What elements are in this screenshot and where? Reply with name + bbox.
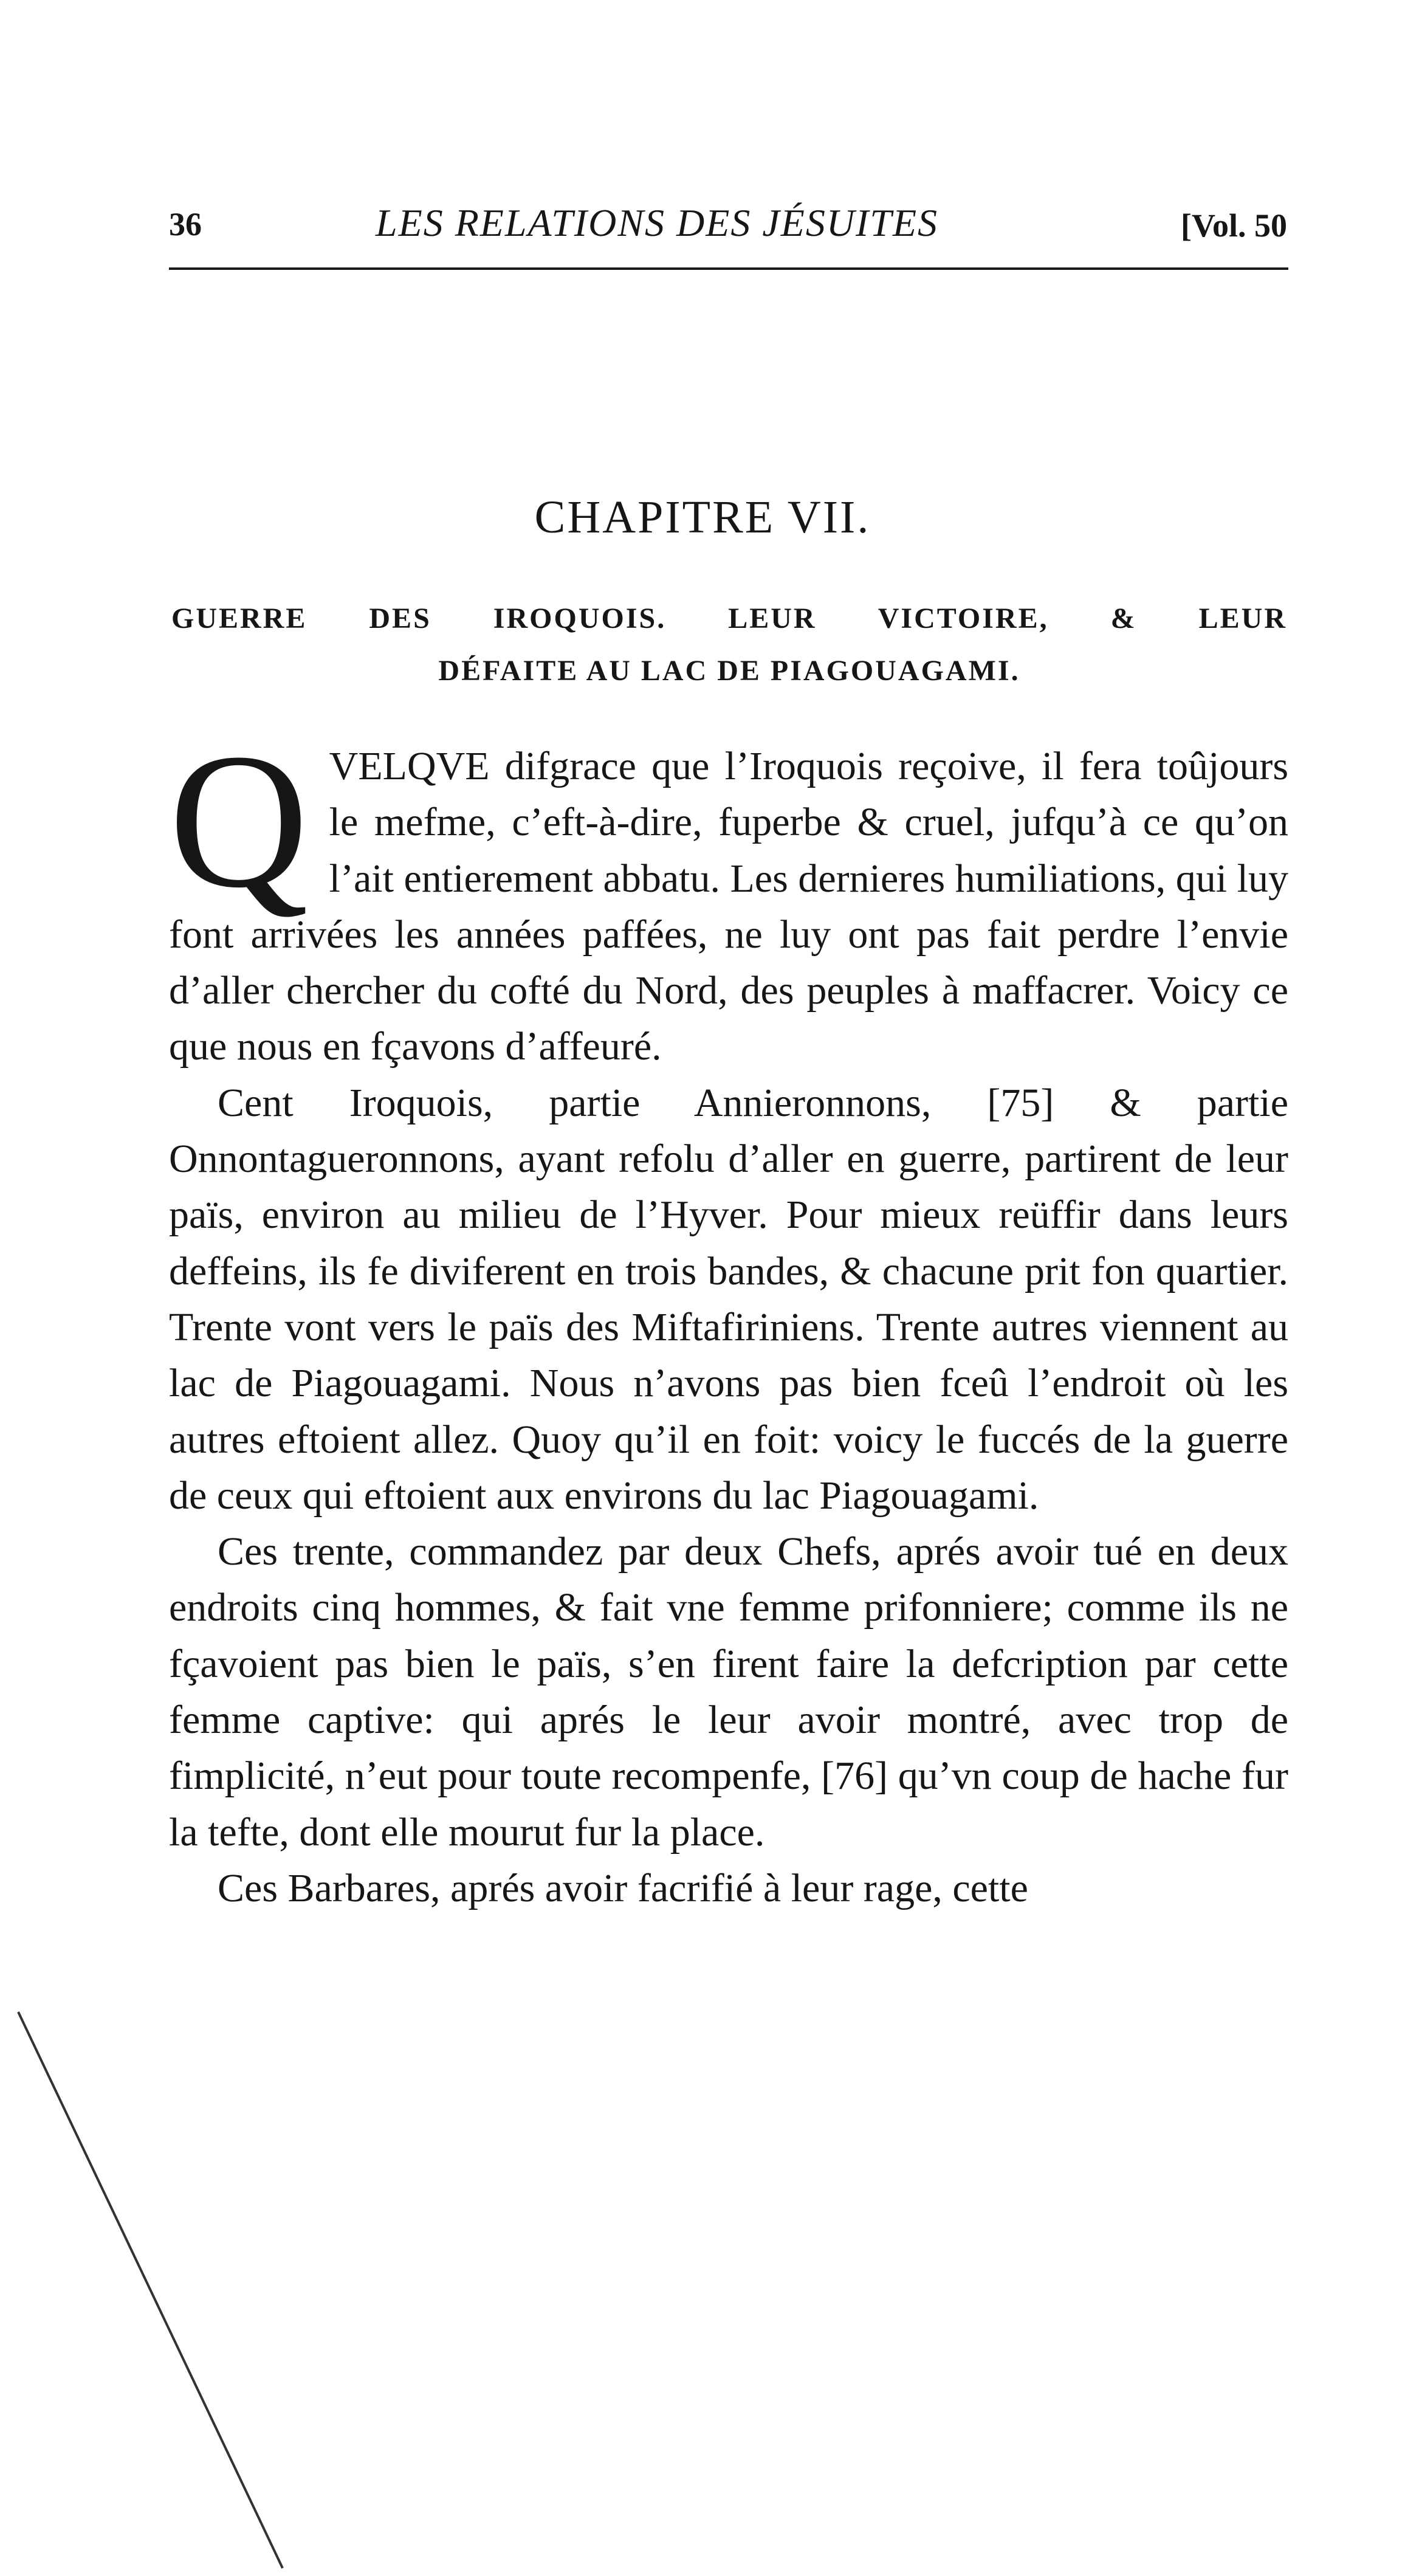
running-title: LES RELATIONS DES JÉSUITES bbox=[376, 201, 939, 244]
drop-cap: Q bbox=[169, 714, 309, 928]
volume-label: [Vol. 50 bbox=[1180, 207, 1287, 244]
page-number: 36 bbox=[169, 206, 202, 243]
paragraph-3: Ces trente, commandez par deux Chefs, aprés avoir tué en deux endroits cinq hommes, & fait vne femme prifonniere; comme ils ne fçavoient pas bien le païs, s’en firent faire la defcription par cette femme captive: qui aprés le leur avoir montré, avec trop de fimplicité, n’eut pour toute recompenfe, [76] qu’vn coup de hache fur la tefte, dont elle mourut fur la place. bbox=[169, 1529, 1288, 1855]
paragraph-4: Ces Barbares, aprés avoir facrifié à leur rage, cette bbox=[218, 1865, 1028, 1910]
chapter-subtitle-line-1: GUERRE DES IROQUOIS. LEUR VICTOIRE, & LEUR bbox=[171, 602, 1287, 635]
paragraph-1-text: VELQVE difgrace que l’Iroquois reçoive, il fera toûjours le mefme, c’eft-à-dire, fuperbe & cruel, jufqu’à ce qu’on l’ait entierement abbatu. Les dernieres humiliations, qui luy font arrivées les années paffées, ne luy ont pas fait perdre l’envie d’aller chercher du cofté du Nord, des peuples à maffacrer. Voicy ce que nous en fçavons d’affeuré. bbox=[169, 744, 1288, 1069]
paragraph-2: Cent Iroquois, partie Annieronnons, [75] & partie Onnontagueronnons, ayant refolu d’aller en guerre, partirent de leur païs, environ au milieu de l’Hyver. Pour mieux reüffir dans leurs deffeins, ils fe diviferent en trois bandes, & chacune prit fon quartier. Trente vont vers le païs des Miftafiriniens. Trente autres viennent au lac de Piagouagami. Nous n’avons pas bien fceû l’endroit où les autres eftoient allez. Quoy qu’il en foit: voicy le fuccés de la guerre de ceux qui eftoient aux environs du lac Piagouagami. bbox=[169, 1080, 1288, 1518]
chapter-subtitle-line-2: DÉFAITE AU LAC DE PIAGOUAGAMI. bbox=[438, 655, 1020, 687]
chapter-title: CHAPITRE VII. bbox=[534, 492, 871, 543]
